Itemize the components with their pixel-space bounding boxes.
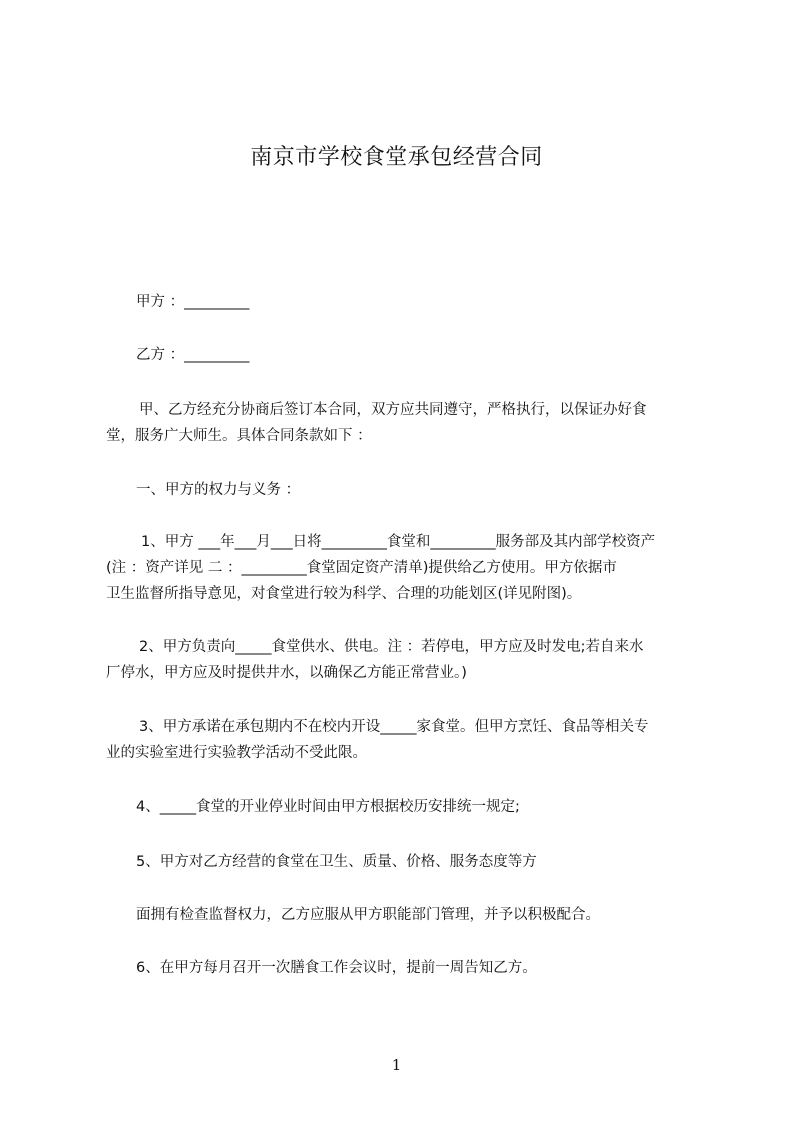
clause-5-line-2: 面拥有检查监督权力，乙方应服从甲方职能部门管理，并予以积极配合。 — [136, 907, 600, 923]
clause-1-line-3: 卫生监督所指导意见，对食堂进行较为科学、合理的功能划区(详见附图)。 — [106, 586, 582, 602]
clause-1-line-1: 1、甲方 ___年___月___日将_________食堂和_________服务部及其内部学校资产 — [141, 534, 656, 550]
party-b-line: 乙方 ：_________ — [136, 347, 250, 363]
clause-3-line-2: 业的实验室进行实验教学活动不受此限。 — [106, 745, 367, 761]
clause-3-line-1: 3、甲方承诺在承包期内不在校内开设_____家食堂。但甲方烹饪、食品等相关专 — [139, 719, 649, 735]
clause-2-line-2: 厂停水，甲方应及时提供井水，以确保乙方能正常营业。) — [106, 665, 467, 681]
party-a-line: 甲方 ：_________ — [136, 294, 250, 310]
page-number: 1 — [391, 1056, 402, 1074]
clause-1-line-2: (注 ：资产详见 二 ：_________食堂固定资产清单)提供给乙方使用。甲方依据市 — [106, 560, 617, 576]
intro-paragraph-line-1: 甲、乙方经充分协商后签订本合同，双方应共同遵守，严格执行，以保证办好食 — [139, 402, 647, 418]
clause-5-line-1: 5、甲方对乙方经营的食堂在卫生、质量、价格、服务态度等方 — [136, 854, 537, 870]
clause-2-line-1: 2、甲方负责向_____食堂供水、供电。注 ：若停电，甲方应及时发电;若自来水 — [139, 639, 644, 655]
section-heading: 一、甲方的权力与义务 ： — [136, 482, 301, 498]
clause-4-line: 4、_____食堂的开业停业时间由甲方根据校历安排统一规定; — [136, 799, 520, 815]
clause-6-line: 6、在甲方每月召开一次膳食工作会议时，提前一周告知乙方。 — [136, 960, 537, 976]
page-title: 南京市学校食堂承包经营合同 — [250, 145, 543, 170]
intro-paragraph-line-2: 堂，服务广大师生。具体合同条款如下 ： — [106, 428, 372, 444]
